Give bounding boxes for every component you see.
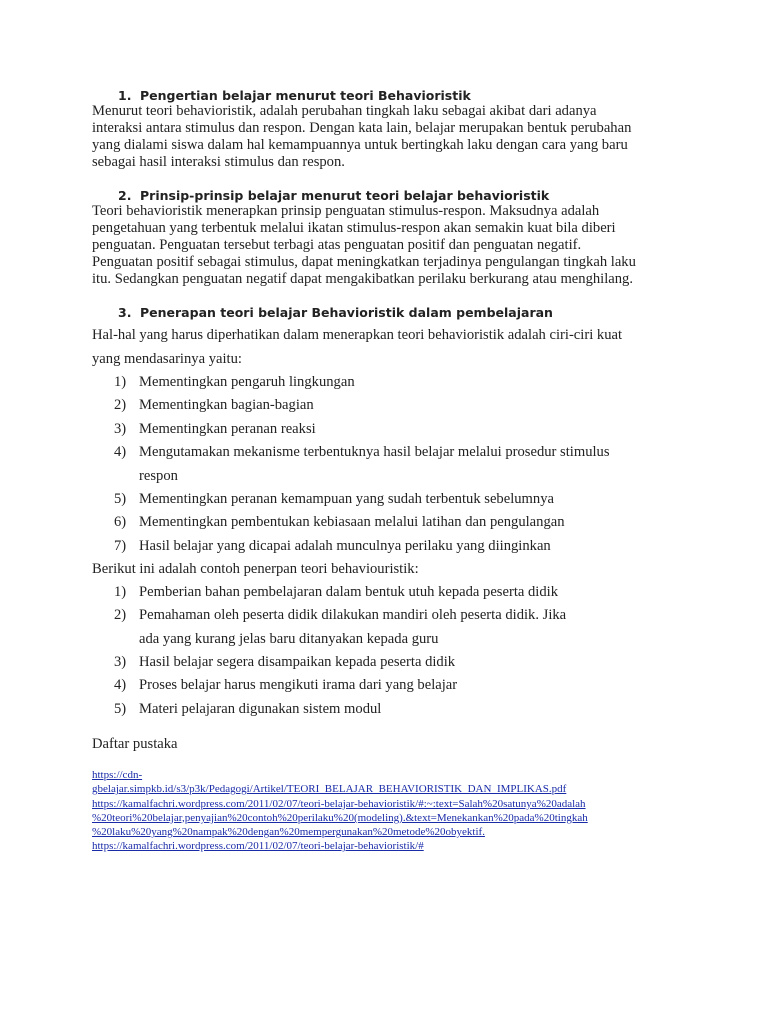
section-1-heading bbox=[118, 88, 471, 103]
list-number: 5) bbox=[114, 701, 127, 717]
list-text: Hasil belajar segera disampaikan kepada peserta didik bbox=[139, 654, 456, 670]
bibliography-links bbox=[92, 768, 588, 854]
section-3-intro-line: yang mendasarinya yaitu: bbox=[92, 351, 242, 367]
list-text: Mementingkan peranan kemampuan yang sudah terbentuk sebelumnya bbox=[139, 491, 554, 507]
list-number: 5) bbox=[114, 491, 127, 507]
reference-link-line[interactable]: gbelajar.simpkb.id/s3/p3k/Pedagogi/Artikel/TEORI_BELAJAR_BEHAVIORISTIK_DAN_IMPLIKAS.pdf bbox=[92, 783, 567, 796]
list-number: 4) bbox=[114, 677, 127, 693]
paragraph-line: interaksi antara stimulus dan respon. Dengan kata lain, belajar merupakan bentuk perubahan bbox=[92, 120, 632, 136]
list-text: Mementingkan pembentukan kebiasaan melalui latihan dan pengulangan bbox=[139, 514, 565, 530]
section-1-title: Pengertian belajar menurut teori Behavioristik bbox=[140, 88, 471, 103]
paragraph-line: penguatan. Penguatan tersebut terbagi atas penguatan positif dan penguatan negatif. bbox=[92, 237, 582, 253]
paragraph-line: sebagai hasil interaksi stimulus dan respon. bbox=[92, 154, 345, 170]
section-1-number: 1. bbox=[118, 88, 132, 103]
list-text-continuation: ada yang kurang jelas baru ditanyakan kepada guru bbox=[139, 631, 439, 647]
paragraph-line: pengetahuan yang terbentuk melalui ikatan stimulus-respon akan semakin kuat bila diberi bbox=[92, 220, 616, 236]
section-2-number: 2. bbox=[118, 188, 132, 203]
list-item bbox=[114, 421, 316, 438]
list-text: Materi pelajaran digunakan sistem modul bbox=[139, 701, 382, 717]
section-2-paragraph bbox=[92, 203, 692, 288]
paragraph-line: Teori behavioristik menerapkan prinsip penguatan stimulus-respon. Maksudnya adalah bbox=[92, 203, 600, 219]
reference-link-line[interactable]: https://kamalfachri.wordpress.com/2011/02/07/teori-belajar-behavioristik/#:~:text=Salah%20satunya%20adalah bbox=[92, 797, 586, 810]
list-text: Mementingkan pengaruh lingkungan bbox=[139, 374, 355, 390]
list-item bbox=[114, 701, 381, 718]
list-number: 3) bbox=[114, 421, 127, 437]
paragraph-line: itu. Sedangkan penguatan negatif dapat mengakibatkan perilaku berkurang atau menghilang. bbox=[92, 271, 633, 287]
list-text: Pemberian bahan pembelajaran dalam bentuk utuh kepada peserta didik bbox=[139, 584, 559, 600]
list-text: Pemahaman oleh peserta didik dilakukan mandiri oleh peserta didik. Jika bbox=[139, 607, 567, 623]
list-number: 6) bbox=[114, 514, 127, 530]
list-text-continuation: respon bbox=[139, 468, 178, 484]
reference-link-line[interactable]: %20teori%20belajar,penyajian%20contoh%20perilaku%20(modeling).&text=Menekankan%20pada%20tingkah bbox=[92, 811, 588, 824]
paragraph-line: Penguatan positif sebagai stimulus, dapat meningkatkan terjadinya pengulangan tingkah laku bbox=[92, 254, 636, 270]
list-number: 1) bbox=[114, 374, 127, 390]
list-item bbox=[114, 374, 355, 391]
paragraph-line: Menurut teori behavioristik, adalah perubahan tingkah laku sebagai akibat dari adanya bbox=[92, 103, 597, 119]
list-number: 2) bbox=[114, 607, 127, 623]
list-item bbox=[114, 397, 314, 414]
section-1-paragraph bbox=[92, 103, 692, 171]
section-3-intro-line: Hal-hal yang harus diperhatikan dalam menerapkan teori behavioristik adalah ciri-ciri kuat bbox=[92, 327, 623, 343]
section-3-number: 3. bbox=[118, 305, 132, 320]
section-2-heading bbox=[118, 188, 549, 203]
list-text: Hasil belajar yang dicapai adalah munculnya perilaku yang diinginkan bbox=[139, 538, 551, 554]
list-item bbox=[114, 538, 551, 555]
list-number: 7) bbox=[114, 538, 127, 554]
reference-link-line[interactable]: https://cdn- bbox=[92, 769, 143, 781]
section-2-title: Prinsip-prinsip belajar menurut teori belajar behavioristik bbox=[140, 188, 550, 203]
section-3-heading bbox=[118, 305, 553, 320]
list-text: Proses belajar harus mengikuti irama dari yang belajar bbox=[139, 677, 458, 693]
list-number: 4) bbox=[114, 444, 127, 460]
list-item bbox=[114, 444, 610, 484]
list-item bbox=[114, 654, 455, 671]
list-item bbox=[114, 607, 567, 647]
list-item bbox=[114, 677, 457, 694]
section-3-title: Penerapan teori belajar Behavioristik dalam pembelajaran bbox=[140, 305, 553, 320]
list-number: 1) bbox=[114, 584, 127, 600]
paragraph-line: yang dialami siswa dalam hal kemampuannya untuk bertingkah laku dengan cara yang baru bbox=[92, 137, 628, 153]
reference-link-line[interactable]: https://kamalfachri.wordpress.com/2011/02/07/teori-belajar-behavioristik/# bbox=[92, 840, 424, 853]
list-item bbox=[114, 584, 558, 601]
list-text: Mementingkan peranan reaksi bbox=[139, 421, 316, 437]
list-number: 2) bbox=[114, 397, 127, 413]
list-text: Mengutamakan mekanisme terbentuknya hasil belajar melalui prosedur stimulus bbox=[139, 444, 610, 460]
list-item bbox=[114, 514, 565, 531]
bibliography-heading: Daftar pustaka bbox=[92, 736, 178, 752]
reference-link-line[interactable]: %20laku%20yang%20nampak%20dengan%20mempergunakan%20metode%20obyektif. bbox=[92, 826, 485, 839]
example-intro: Berikut ini adalah contoh penerpan teori behaviouristik: bbox=[92, 561, 419, 577]
list-text: Mementingkan bagian-bagian bbox=[139, 397, 314, 413]
list-item bbox=[114, 491, 554, 508]
list-number: 3) bbox=[114, 654, 127, 670]
